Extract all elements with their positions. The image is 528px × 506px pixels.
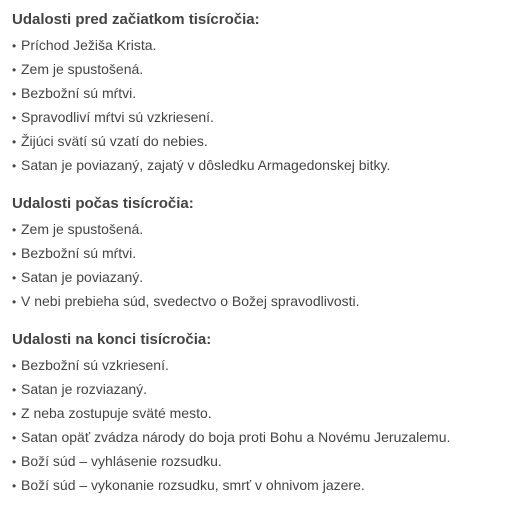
bullet-icon: • — [12, 223, 17, 237]
list-item — [12, 377, 528, 401]
list-item-text: Boží súd – vykonanie rozsudku, smrť v ohnivom jazere. — [21, 477, 365, 493]
list-item-text: Príchod Ježiša Krista. — [21, 37, 157, 53]
section-heading: Udalosti počas tisícročia: — [12, 195, 194, 212]
list-item — [12, 241, 528, 265]
list-item — [12, 289, 528, 313]
section-before-millennium — [12, 10, 528, 177]
section-heading: Udalosti na konci tisícročia: — [12, 331, 212, 348]
bullet-icon: • — [12, 135, 17, 149]
list-item — [12, 81, 528, 105]
bullet-icon: • — [12, 431, 17, 445]
list-item-text: Satan je poviazaný, zajatý v dôsledku Armagedonskej bitky. — [21, 157, 391, 173]
bullet-icon: • — [12, 159, 17, 173]
list-item — [12, 401, 528, 425]
bullet-icon: • — [12, 271, 17, 285]
list-item-text: Satan je rozviazaný. — [21, 381, 148, 397]
bullet-icon: • — [12, 407, 17, 421]
list-item — [12, 425, 528, 449]
event-list — [12, 217, 528, 313]
section-heading: Udalosti pred začiatkom tisícročia: — [12, 11, 260, 28]
bullet-icon: • — [12, 247, 17, 261]
list-item — [12, 473, 528, 497]
bullet-icon: • — [12, 359, 17, 373]
list-item-text: Zem je spustošená. — [21, 221, 144, 237]
list-item — [12, 449, 528, 473]
list-item-text: Spravodliví mŕtvi sú vzkriesení. — [21, 109, 214, 125]
list-item — [12, 153, 528, 177]
list-item-text: Satan opäť zvádza národy do boja proti Bohu a Novému Jeruzalemu. — [21, 429, 451, 445]
bullet-icon: • — [12, 383, 17, 397]
bullet-icon: • — [12, 455, 17, 469]
list-item — [12, 33, 528, 57]
list-item-text: Bezbožní sú vzkriesení. — [21, 357, 169, 373]
bullet-icon: • — [12, 63, 17, 77]
bullet-icon: • — [12, 87, 17, 101]
bullet-icon: • — [12, 39, 17, 53]
list-item-text: Boží súd – vyhlásenie rozsudku. — [21, 453, 222, 469]
event-list — [12, 353, 528, 497]
section-end-of-millennium — [12, 330, 528, 497]
section-during-millennium — [12, 194, 528, 313]
list-item-text: Z neba zostupuje sväté mesto. — [21, 405, 212, 421]
list-item-text: Bezbožní sú mŕtvi. — [21, 245, 137, 261]
list-item-text: V nebi prebieha súd, svedectvo o Božej spravodlivosti. — [21, 293, 360, 309]
list-item — [12, 265, 528, 289]
list-item-text: Satan je poviazaný. — [21, 269, 144, 285]
list-item — [12, 353, 528, 377]
list-item — [12, 57, 528, 81]
bullet-icon: • — [12, 479, 17, 493]
list-item — [12, 217, 528, 241]
event-list — [12, 33, 528, 177]
list-item-text: Bezbožní sú mŕtvi. — [21, 85, 137, 101]
bullet-icon: • — [12, 295, 17, 309]
bullet-icon: • — [12, 111, 17, 125]
list-item — [12, 105, 528, 129]
list-item — [12, 129, 528, 153]
list-item-text: Žijúci svätí sú vzatí do nebies. — [21, 133, 208, 149]
list-item-text: Zem je spustošená. — [21, 61, 144, 77]
